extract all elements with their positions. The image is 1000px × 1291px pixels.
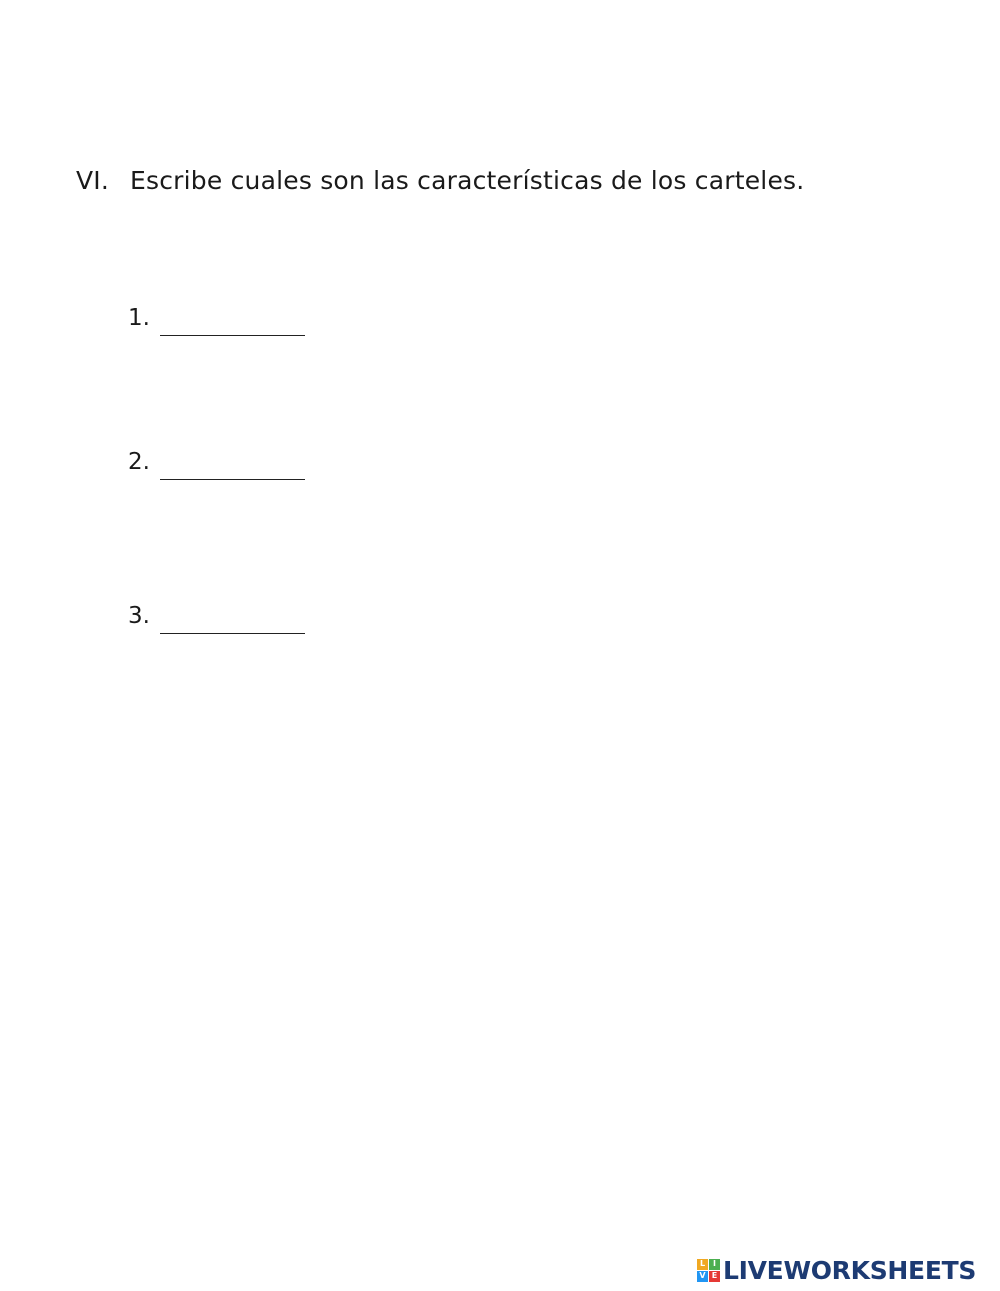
answer-number: 3. [128,603,150,629]
answer-number: 2. [128,449,150,475]
logo-block-v: V [697,1271,708,1282]
answer-blank-1[interactable] [160,311,305,336]
logo-block-i: I [709,1259,720,1270]
answer-item-3 [128,603,160,637]
brand-name: LIVEWORKSHEETS [723,1255,977,1285]
section-number: VI. [76,166,110,195]
instruction-heading [76,166,804,195]
answer-blank-3[interactable] [160,609,305,634]
logo-block-e: E [709,1271,720,1282]
liveworksheets-logo [697,1254,976,1286]
answer-item-1 [128,305,160,339]
answer-blank-2[interactable] [160,455,305,480]
logo-block-l: L [697,1259,708,1270]
answer-item-2 [128,449,160,483]
live-blocks-icon [697,1259,720,1282]
instruction-text: Escribe cuales son las características de los carteles. [130,166,805,195]
answer-number: 1. [128,305,150,331]
